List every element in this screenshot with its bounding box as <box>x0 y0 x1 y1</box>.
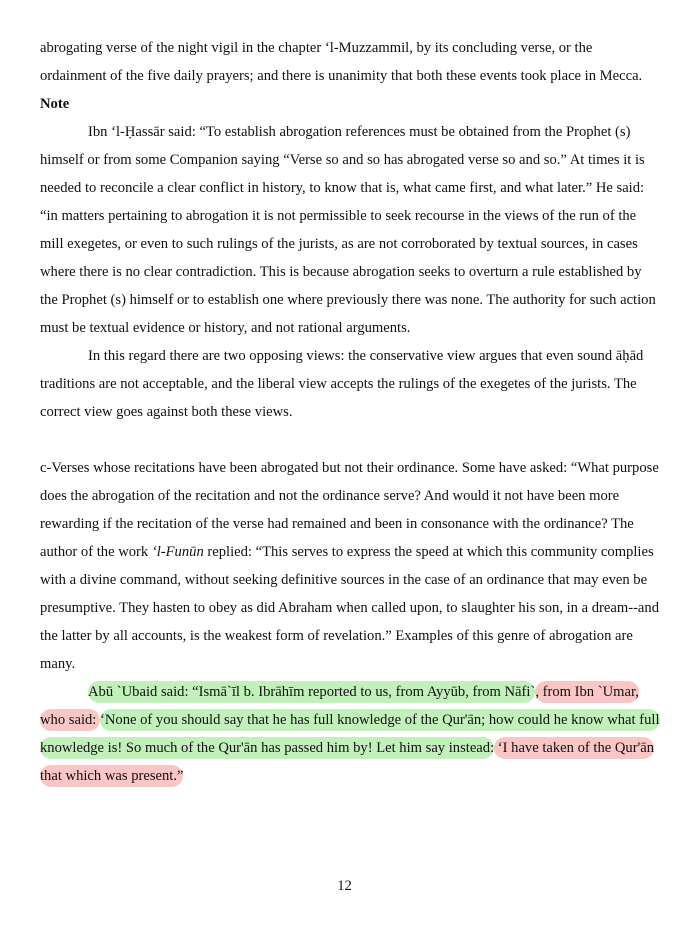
paragraph-recitation-abrogated <box>40 454 662 678</box>
paragraph-ibn-hassar: Ibn ‘l-Ḥassār said: “To establish abrogation references must be obtained from the Prophet (s) himself or from some Companion saying “Verse so and so has abrogated verse so and so.” At times it is needed to reconcile a clear conflict in history, to know that is, what came first, and what later.” He said: “in matters pertaining to abrogation it is not permissible to seek recourse in the views of the run of the mill exegetes, or even to such rulings of the jurists, as are not corroborated by textual sources, in cases where there is no clear contradiction. This is because abrogation seeks to overturn a rule established by the Prophet (s) himself or to establish one where previously there was none. The authority for such action must be textual evidence or history, and not rational arguments. <box>40 124 656 336</box>
paragraph-opposing-views: In this regard there are two opposing views: the conservative view argues that even sound āḥād traditions are not acceptable, and the liberal view accepts the rulings of the exegetes of the jurists. The correct view goes against both these views. <box>40 348 644 420</box>
page-number: 12 <box>337 878 352 894</box>
highlight-pink-narrator: , from Ibn `Umar, who said: <box>40 681 639 731</box>
document-page <box>40 34 662 790</box>
highlight-green-isnad: Abū `Ubaid said: “Ismā`īl b. Ibrāhīm reported to us, from Ayyūb, from Nāfi` <box>88 681 535 703</box>
paragraph-abu-ubaid <box>40 678 662 790</box>
paragraph-muzzammil: abrogating verse of the night vigil in the chapter ‘l-Muzzammil, by its concluding verse, or the ordainment of the five daily prayers; and there is unanimity that both these events took place in Mecca. <box>40 40 643 84</box>
paragraph-gap <box>40 426 662 454</box>
recitation-text-part1: c-Verses whose recitations have been abrogated but not their ordinance. Some have asked: “What purpose does the abrogation of the recitation and not the ordinance serve? And would it not have been more rewarding if the recitation of the verse had remained and been in consonance with the ordinance? The author of the work <box>40 460 659 560</box>
highlight-pink-ending: ‘I have taken of the Qur'ān that which was present.” <box>40 737 654 787</box>
highlight-green-quote: ‘None of you should say that he has full knowledge of the Qur'ān; how could he know what full knowledge is! So much of the Qur'ān has passed him by! Let him say instead: <box>40 709 660 759</box>
note-heading: Note <box>40 96 70 112</box>
recitation-text-part2: replied: “This serves to express the speed at which this community complies with a divine command, without seeking definitive sources in the case of an ordinance that may even be presumptive. They hasten to obey as did Abraham when called upon, to slaughter his son, in a dream--and the latter by all accounts, is the weakest form of revelation.” Examples of this genre of abrogation are many. <box>40 544 660 672</box>
work-title-al-funun: ‘l-Funūn <box>151 544 204 560</box>
